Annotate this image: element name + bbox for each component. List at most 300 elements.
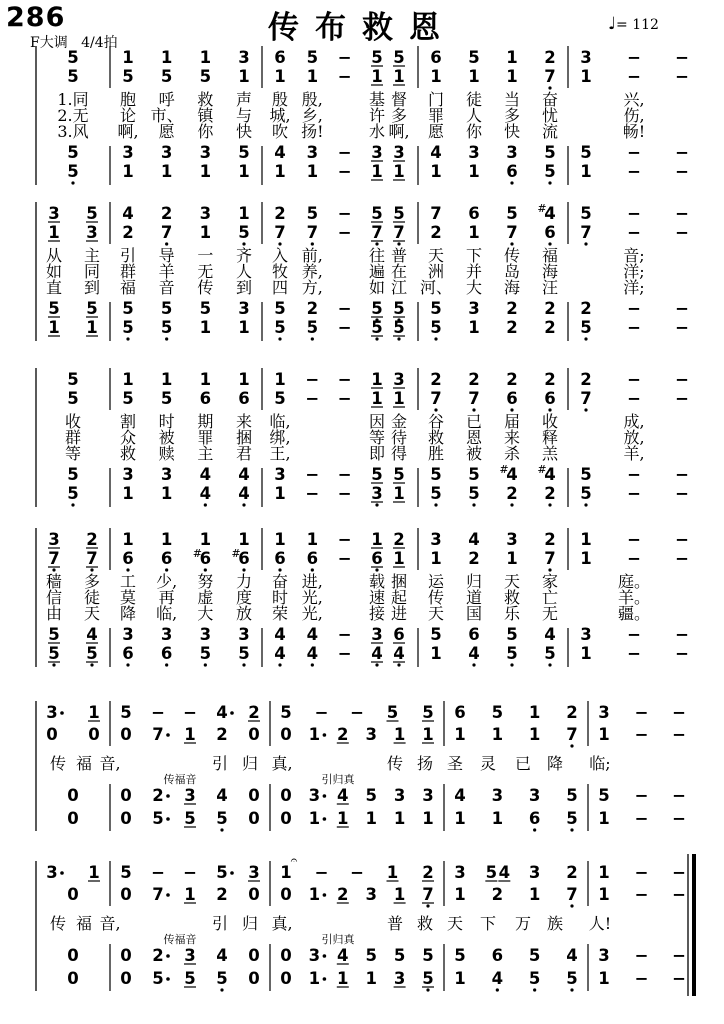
note: − bbox=[151, 703, 165, 722]
note: 1 bbox=[122, 162, 134, 181]
note: 3 bbox=[598, 946, 610, 965]
note: 3 bbox=[274, 465, 286, 484]
note: 5 bbox=[120, 863, 132, 882]
note: 4 bbox=[566, 946, 578, 965]
note: − bbox=[675, 318, 689, 337]
lyric-syllable: 再 bbox=[158, 588, 175, 607]
note: − bbox=[627, 465, 641, 484]
low-octave-dot bbox=[220, 988, 223, 991]
lyric-syllable: 畅! bbox=[622, 122, 646, 141]
note: 5 bbox=[393, 465, 405, 484]
note: 1 bbox=[454, 725, 466, 744]
note: 1 bbox=[506, 48, 518, 67]
lyric-syllable: 穑 bbox=[45, 572, 63, 591]
note: 5 bbox=[67, 465, 79, 484]
lyric-syllable: 普 bbox=[390, 246, 408, 265]
note: 5 bbox=[580, 143, 592, 162]
note: 4 bbox=[238, 465, 250, 484]
lyric-syllable: 音, bbox=[99, 754, 121, 773]
note: 0 bbox=[46, 725, 58, 744]
note: 0 bbox=[120, 809, 132, 828]
note: 4 bbox=[506, 465, 518, 484]
note: 0 bbox=[280, 809, 292, 828]
augmentation-dot bbox=[323, 733, 327, 737]
note: 5 bbox=[306, 318, 319, 337]
note: 7 bbox=[274, 223, 286, 242]
note: 7 bbox=[580, 389, 592, 408]
note: 1 bbox=[454, 969, 466, 988]
note: 3 bbox=[160, 143, 173, 162]
lyric-syllable: 音; bbox=[623, 246, 645, 265]
note: 5 bbox=[160, 389, 173, 408]
note: 5 bbox=[67, 389, 79, 408]
note: 5 bbox=[544, 162, 556, 181]
lyric-syllable: 督 bbox=[390, 90, 408, 109]
note: 3 bbox=[468, 299, 480, 318]
note: − bbox=[337, 484, 352, 503]
lyric-syllable: 信 bbox=[45, 588, 63, 607]
note: 4 bbox=[306, 644, 319, 663]
note: 2 bbox=[274, 204, 286, 223]
note: 6 bbox=[238, 549, 250, 568]
note: 6 bbox=[371, 549, 383, 568]
low-octave-dot bbox=[220, 828, 223, 831]
augmentation-dot bbox=[230, 711, 234, 715]
note: 2 bbox=[306, 299, 319, 318]
low-octave-dot bbox=[533, 988, 536, 991]
note: 3 bbox=[48, 530, 60, 549]
note: − bbox=[634, 786, 649, 805]
note: 3 bbox=[491, 786, 504, 805]
lyric-syllable: 传 bbox=[386, 754, 404, 773]
augmentation-dot bbox=[166, 893, 170, 897]
note: 4 bbox=[122, 204, 134, 223]
lyric-syllable: 临, bbox=[269, 412, 291, 431]
note: − bbox=[675, 162, 689, 181]
note: 1 bbox=[306, 162, 319, 181]
augmentation-dot bbox=[323, 977, 327, 981]
lyric-syllable: 扬 bbox=[416, 754, 434, 773]
low-octave-dot bbox=[90, 663, 93, 666]
lyric-syllable: 传 bbox=[49, 914, 67, 933]
lyric-syllable: 快 bbox=[503, 122, 521, 141]
fermata-icon: 𝄐 bbox=[290, 853, 298, 867]
lyric-syllable: 天 bbox=[83, 604, 101, 623]
note: − bbox=[305, 484, 320, 503]
note: 2 bbox=[506, 484, 518, 503]
note: 3 bbox=[48, 204, 60, 223]
note: 6 bbox=[122, 644, 134, 663]
note: 3 bbox=[46, 703, 58, 722]
note: 2 bbox=[544, 370, 556, 389]
low-octave-dot bbox=[397, 337, 400, 340]
note: 3 bbox=[468, 143, 480, 162]
note: 3 bbox=[528, 786, 541, 805]
lyric-syllable: 届 bbox=[503, 412, 521, 431]
note: 3 bbox=[238, 48, 250, 67]
note: − bbox=[627, 530, 641, 549]
note: 1 bbox=[598, 885, 610, 904]
note: 5 bbox=[422, 969, 434, 988]
note: 5 bbox=[67, 143, 79, 162]
lyric-syllable: 无 bbox=[197, 262, 214, 281]
low-octave-dot bbox=[204, 503, 207, 506]
note: 5 bbox=[86, 204, 98, 223]
note: 2 bbox=[544, 318, 556, 337]
note: − bbox=[675, 389, 689, 408]
note: 3 bbox=[598, 703, 610, 722]
lyric-syllable: 已 bbox=[465, 412, 483, 431]
note: 0 bbox=[67, 786, 79, 805]
note: 2 bbox=[86, 530, 98, 549]
lyric-syllable: 被 bbox=[158, 428, 175, 447]
lyric-syllable: 待 bbox=[390, 428, 408, 447]
note: 4 bbox=[544, 204, 556, 223]
lyric-syllable: 天 bbox=[446, 914, 464, 933]
lyric-syllable: 救 bbox=[416, 914, 434, 933]
note: 6 bbox=[430, 48, 442, 67]
note: − bbox=[337, 299, 352, 318]
note: − bbox=[337, 549, 352, 568]
note: 5 bbox=[371, 204, 383, 223]
note: − bbox=[337, 465, 352, 484]
note: 5 bbox=[430, 318, 442, 337]
note: 5 bbox=[122, 389, 134, 408]
note: 2 bbox=[544, 530, 556, 549]
note: 1 bbox=[184, 885, 196, 904]
lyric-syllable: 传 bbox=[49, 754, 67, 773]
note: 2 bbox=[544, 484, 556, 503]
note: − bbox=[350, 703, 364, 722]
note: 5 bbox=[430, 465, 442, 484]
note: 5 bbox=[160, 318, 173, 337]
lyric-syllable: 临, bbox=[156, 604, 178, 623]
note: 3 bbox=[199, 143, 212, 162]
note: 1 bbox=[274, 162, 286, 181]
note: 2 bbox=[160, 204, 173, 223]
note: − bbox=[337, 370, 352, 389]
note: 5 bbox=[422, 946, 434, 965]
note: − bbox=[627, 143, 641, 162]
low-octave-dot bbox=[165, 663, 168, 666]
lyric-syllable: 羊, bbox=[623, 444, 645, 463]
note: − bbox=[675, 644, 689, 663]
note: 3 bbox=[248, 863, 260, 882]
sharp-sign: # bbox=[231, 547, 241, 560]
low-octave-dot bbox=[472, 663, 475, 666]
note: 1 bbox=[274, 67, 286, 86]
lyric-syllable: 同 bbox=[83, 262, 101, 281]
note: 5 bbox=[393, 204, 405, 223]
low-octave-dot bbox=[426, 988, 429, 991]
lyric-syllable: 海 bbox=[503, 278, 521, 297]
lyric-syllable: 降 bbox=[119, 604, 137, 623]
note: 5 bbox=[160, 67, 173, 86]
lyric-syllable: 一 bbox=[197, 246, 214, 265]
note: 7 bbox=[580, 223, 592, 242]
note: 5 bbox=[580, 465, 592, 484]
lyric-syllable: 速 bbox=[368, 588, 386, 607]
note: − bbox=[627, 549, 641, 568]
note: − bbox=[305, 370, 320, 389]
lyric-syllable: 来 bbox=[503, 428, 521, 447]
lyric-syllable: 捆 bbox=[390, 572, 408, 591]
lyric-syllable: 洋; bbox=[623, 278, 645, 297]
sharp-sign: # bbox=[537, 463, 547, 476]
note: − bbox=[627, 644, 641, 663]
note: 3 bbox=[528, 863, 541, 882]
lyric-syllable: 即 bbox=[368, 444, 386, 463]
note: 7 bbox=[544, 549, 556, 568]
note: − bbox=[627, 162, 641, 181]
note: 1 bbox=[371, 67, 383, 86]
note: 5 bbox=[122, 67, 134, 86]
lyric-syllable: 进 bbox=[390, 604, 408, 623]
note: 0 bbox=[88, 725, 100, 744]
note: 5 bbox=[468, 48, 480, 67]
note: 1 bbox=[430, 644, 442, 663]
low-octave-dot bbox=[426, 904, 429, 907]
note: 6 bbox=[468, 625, 480, 644]
note: 1 bbox=[122, 370, 134, 389]
note: − bbox=[350, 863, 364, 882]
note: − bbox=[675, 549, 689, 568]
note: 0 bbox=[248, 969, 260, 988]
note: 0 bbox=[280, 725, 292, 744]
lyric-syllable: 人 bbox=[235, 262, 253, 281]
note: 2 bbox=[430, 370, 442, 389]
low-octave-dot bbox=[510, 503, 513, 506]
note: 5 bbox=[506, 644, 518, 663]
low-octave-dot bbox=[548, 181, 551, 184]
note: 5 bbox=[430, 299, 442, 318]
note: 1 bbox=[365, 809, 377, 828]
lyric-syllable: 啊, bbox=[388, 122, 410, 141]
lyric-syllable: 谷 bbox=[427, 412, 445, 431]
note: 1 bbox=[306, 67, 319, 86]
note: 5 bbox=[371, 318, 383, 337]
note: 0 bbox=[67, 969, 79, 988]
lyric-syllable: 四 bbox=[271, 278, 289, 297]
lyric-syllable: 真, bbox=[271, 914, 293, 933]
lyric-syllable: 当 bbox=[503, 90, 521, 109]
note: 1 bbox=[393, 67, 405, 86]
note: 3 bbox=[308, 946, 321, 965]
lyric-syllable: 起 bbox=[390, 588, 408, 607]
low-octave-dot bbox=[548, 503, 551, 506]
note: 4 bbox=[468, 530, 480, 549]
note: 5 bbox=[152, 969, 164, 988]
note: 5 bbox=[306, 204, 319, 223]
augmentation-dot bbox=[166, 817, 170, 821]
note: 1 bbox=[160, 48, 173, 67]
lyric-syllable: 河、 bbox=[419, 278, 453, 297]
note: 1 bbox=[122, 484, 134, 503]
note: 1 bbox=[598, 969, 610, 988]
note: 1 bbox=[122, 48, 134, 67]
note: 3 bbox=[430, 530, 442, 549]
low-octave-dot bbox=[397, 663, 400, 666]
lyric-syllable: 羔 bbox=[541, 444, 559, 463]
note: 0 bbox=[120, 725, 132, 744]
note: 3 bbox=[86, 223, 98, 242]
note: 4 bbox=[393, 644, 405, 663]
note: 2 bbox=[337, 885, 349, 904]
lyric-syllable: 往 bbox=[368, 246, 386, 265]
note: 1 bbox=[422, 809, 434, 828]
note: 5 bbox=[430, 484, 442, 503]
note: 2 bbox=[468, 370, 480, 389]
lyric-syllable: 岛 bbox=[503, 262, 521, 281]
lyric-syllable: 如 bbox=[45, 262, 63, 281]
low-octave-dot bbox=[570, 904, 573, 907]
note: 1 bbox=[238, 318, 250, 337]
lyric-syllable: 并 bbox=[465, 262, 483, 281]
note: − bbox=[672, 786, 686, 805]
note: 1 bbox=[393, 484, 405, 503]
note: − bbox=[337, 318, 352, 337]
low-octave-dot bbox=[496, 988, 499, 991]
note: 5 bbox=[371, 465, 383, 484]
low-octave-dot bbox=[204, 663, 207, 666]
note: 2 bbox=[216, 725, 228, 744]
lyric-syllable: 乐 bbox=[503, 604, 521, 623]
note: 5 bbox=[274, 299, 286, 318]
lyric-syllable: 直 bbox=[45, 278, 63, 297]
note: 2 bbox=[506, 299, 518, 318]
note: − bbox=[627, 67, 641, 86]
note: 5 bbox=[371, 299, 383, 318]
low-octave-dot bbox=[375, 503, 378, 506]
note: 3 bbox=[122, 625, 134, 644]
note: 1 bbox=[528, 885, 541, 904]
lyric-syllable: 海 bbox=[541, 262, 559, 281]
note: − bbox=[627, 370, 641, 389]
note: 6 bbox=[528, 809, 541, 828]
note: 0 bbox=[67, 809, 79, 828]
lyric-syllable: 众 bbox=[119, 428, 137, 447]
lyric-syllable: 割 bbox=[119, 412, 137, 431]
lyric-syllable: 羊。 bbox=[617, 588, 651, 607]
low-octave-dot bbox=[570, 744, 573, 747]
lyric-syllable: 前, bbox=[301, 246, 323, 265]
note: − bbox=[634, 703, 649, 722]
lyric-syllable: 奋 bbox=[541, 90, 559, 109]
lyric-syllable: 吹 bbox=[271, 122, 289, 141]
note: 6 bbox=[544, 389, 556, 408]
note: 1 bbox=[160, 370, 173, 389]
low-octave-dot bbox=[165, 337, 168, 340]
note: 2 bbox=[430, 223, 442, 242]
hymn-number: 286 bbox=[6, 2, 66, 33]
lyric-syllable: 乡, bbox=[301, 106, 323, 125]
note: 3 bbox=[160, 465, 173, 484]
note: 2 bbox=[422, 863, 434, 882]
lyric-syllable: 主 bbox=[83, 246, 101, 265]
lyric-syllable: 救 bbox=[503, 588, 521, 607]
lyric-syllable: 主 bbox=[197, 444, 214, 463]
note: 5 bbox=[371, 48, 383, 67]
note: − bbox=[627, 318, 641, 337]
note: 7 bbox=[86, 549, 98, 568]
note: 5 bbox=[491, 703, 504, 722]
augmentation-dot bbox=[60, 871, 64, 875]
lyric-syllable: 门 bbox=[427, 90, 445, 109]
hymn-title: 传布救恩 bbox=[268, 10, 456, 46]
note: 2 bbox=[337, 725, 349, 744]
lyric-syllable: 放 bbox=[235, 604, 253, 623]
lyric-syllable: 临; bbox=[589, 754, 611, 773]
note: 4 bbox=[216, 703, 228, 722]
note: 7 bbox=[152, 885, 164, 904]
lyric-syllable: 期 bbox=[197, 412, 214, 431]
note: − bbox=[675, 484, 689, 503]
low-octave-dot bbox=[375, 663, 378, 666]
note: 0 bbox=[120, 885, 132, 904]
note: 7 bbox=[306, 223, 319, 242]
note: 7 bbox=[371, 223, 383, 242]
low-octave-dot bbox=[434, 337, 437, 340]
lyric-syllable: 水 bbox=[368, 122, 386, 141]
lyric-syllable: 声 bbox=[235, 90, 253, 109]
note: 1 bbox=[308, 809, 321, 828]
note: 3 bbox=[393, 969, 406, 988]
note: − bbox=[675, 465, 689, 484]
note: 1 bbox=[506, 549, 518, 568]
note: 1 bbox=[393, 162, 405, 181]
lyric-syllable: 兴, bbox=[623, 90, 645, 109]
note: 6 bbox=[393, 625, 405, 644]
note: 4 bbox=[430, 143, 442, 162]
note: 5 bbox=[306, 48, 319, 67]
note: 2 bbox=[566, 863, 578, 882]
note: 1 bbox=[454, 885, 466, 904]
note: − bbox=[675, 204, 689, 223]
low-octave-dot bbox=[533, 828, 536, 831]
augmentation-dot bbox=[230, 871, 234, 875]
note: 4 bbox=[544, 465, 556, 484]
lyric-syllable: 疆。 bbox=[617, 604, 651, 623]
lyric-syllable: 被 bbox=[465, 444, 483, 463]
lyric-syllable: 徒 bbox=[83, 588, 101, 607]
lyric-syllable: 群 bbox=[119, 262, 137, 281]
note: 1 bbox=[280, 863, 292, 882]
note: 5 bbox=[48, 625, 60, 644]
note: 3 bbox=[454, 863, 466, 882]
lyric-syllable: 已 bbox=[514, 754, 532, 773]
note: 0 bbox=[248, 809, 260, 828]
note: − bbox=[675, 48, 689, 67]
lyric-syllable: 多 bbox=[83, 572, 101, 591]
lyric-syllable: 忧 bbox=[541, 106, 559, 125]
low-octave-dot bbox=[126, 663, 129, 666]
lyric-syllable: 度 bbox=[235, 588, 253, 607]
lyric-syllable: 运 bbox=[427, 572, 445, 591]
note: − bbox=[337, 143, 352, 162]
note: − bbox=[337, 625, 352, 644]
note: 4 bbox=[274, 143, 286, 162]
note: − bbox=[675, 67, 689, 86]
note: 5 bbox=[580, 484, 592, 503]
low-octave-dot bbox=[278, 663, 281, 666]
note: 1 bbox=[580, 162, 592, 181]
note: 5 bbox=[152, 809, 164, 828]
note: 5 bbox=[506, 625, 518, 644]
note: 5 bbox=[580, 204, 592, 223]
augmentation-dot bbox=[323, 893, 327, 897]
note: 4 bbox=[199, 484, 212, 503]
note: 1 bbox=[308, 885, 321, 904]
